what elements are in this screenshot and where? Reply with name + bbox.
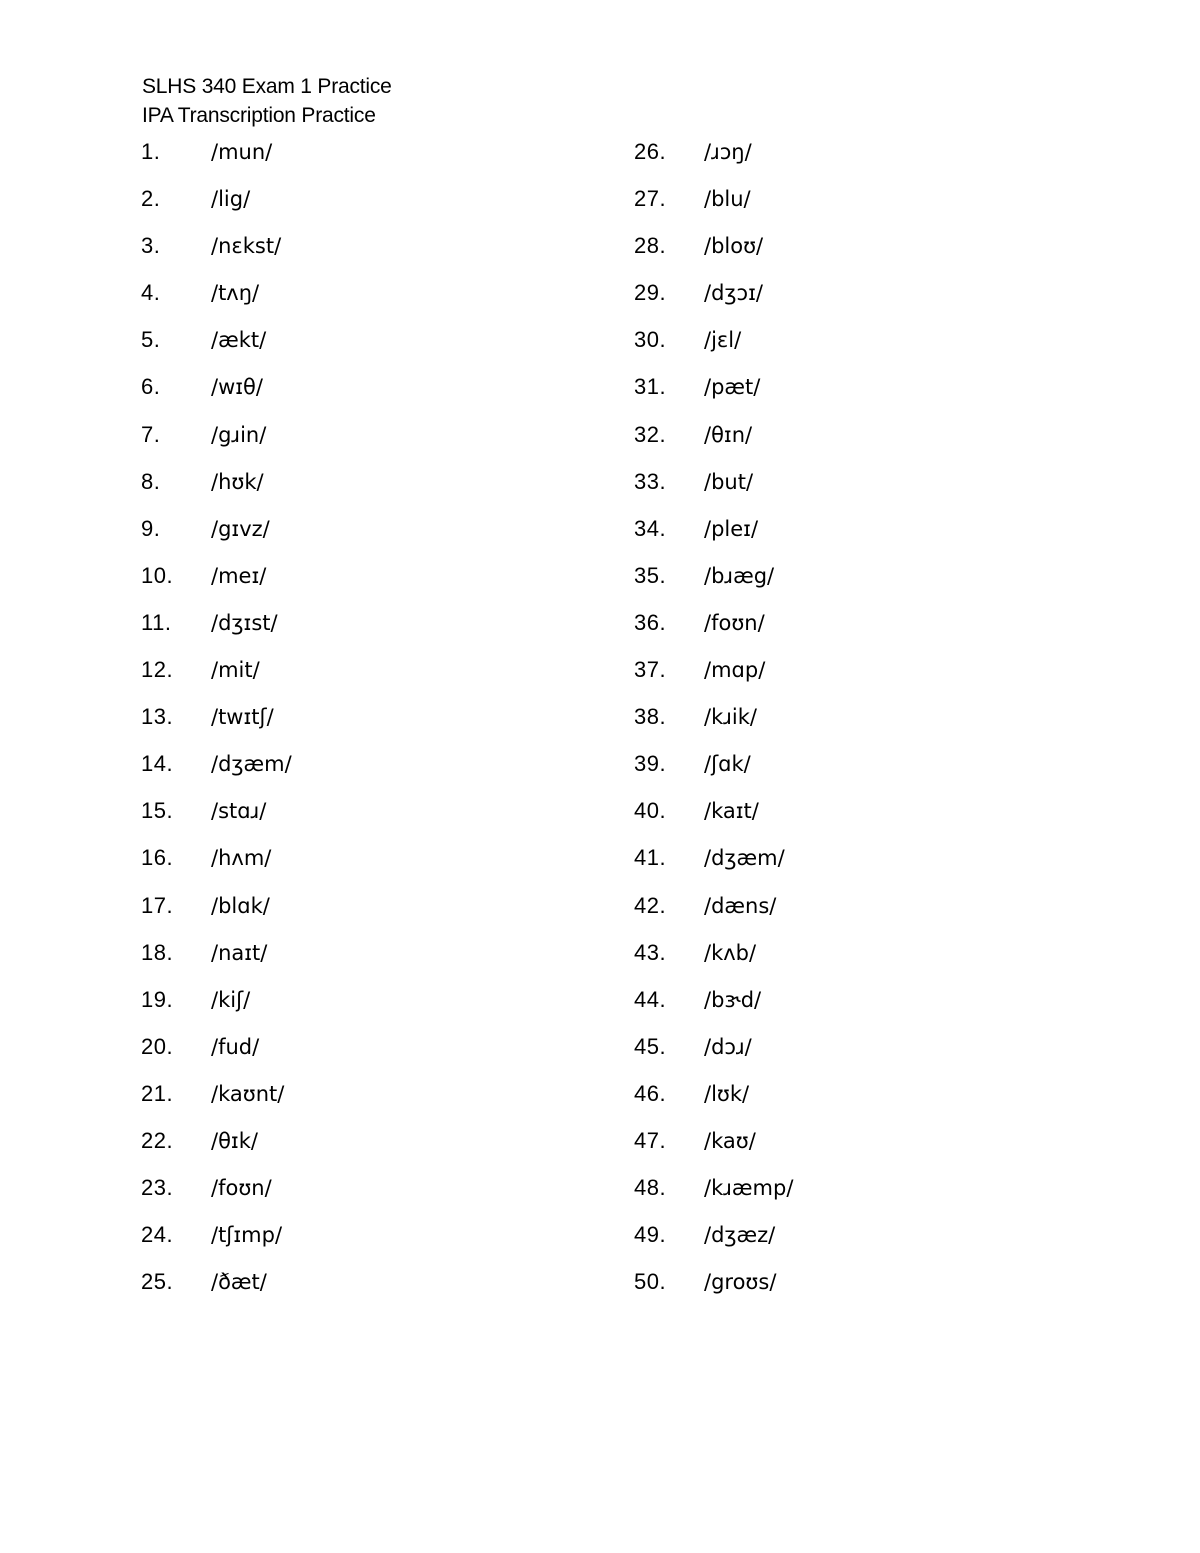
item-number: 15.	[141, 798, 174, 824]
list-item	[634, 940, 793, 987]
ipa-transcription: /tʃɪmp/	[211, 1223, 283, 1248]
list-item	[141, 422, 292, 469]
ipa-transcription: /hʌm/	[211, 846, 272, 871]
item-number: 7.	[141, 421, 161, 447]
item-number: 20.	[141, 1033, 174, 1059]
ipa-transcription: /pæt/	[704, 375, 761, 400]
item-number: 25.	[141, 1269, 174, 1295]
item-number: 9.	[141, 515, 161, 541]
item-number: 18.	[141, 939, 174, 965]
item-number: 12.	[141, 657, 174, 683]
item-number: 32.	[634, 421, 667, 447]
ipa-transcription: /groʊs/	[704, 1270, 777, 1295]
item-number: 29.	[634, 280, 667, 306]
list-item	[634, 610, 793, 657]
list-item	[141, 1175, 292, 1222]
ipa-transcription: /hʊk/	[211, 469, 264, 494]
item-number: 11.	[141, 609, 172, 635]
ipa-transcription: /stɑɹ/	[211, 799, 267, 824]
ipa-transcription: /foʊn/	[211, 1176, 272, 1201]
item-number: 26.	[634, 139, 667, 164]
left-item-column	[141, 139, 292, 1316]
item-number: 30.	[634, 327, 667, 353]
item-number: 48.	[634, 1175, 667, 1201]
ipa-transcription: /foʊn/	[704, 610, 765, 635]
list-item	[634, 845, 793, 892]
list-item	[634, 1222, 793, 1269]
list-item	[141, 987, 292, 1034]
ipa-transcription: /dʒɪst/	[211, 610, 278, 635]
list-item	[634, 516, 793, 563]
list-item	[141, 1034, 292, 1081]
ipa-transcription: /mit/	[211, 658, 260, 683]
list-item	[634, 798, 793, 845]
item-number: 19.	[141, 986, 174, 1012]
ipa-transcription: /bloʊ/	[704, 234, 764, 259]
list-item	[634, 1175, 793, 1222]
ipa-transcription: /ʃɑk/	[704, 752, 751, 777]
item-number: 46.	[634, 1080, 667, 1106]
list-item	[634, 1034, 793, 1081]
ipa-transcription: /but/	[704, 469, 754, 494]
item-number: 35.	[634, 562, 667, 588]
ipa-transcription: /dʒæm/	[704, 846, 785, 871]
ipa-transcription: /blɑk/	[211, 893, 270, 918]
item-number: 38.	[634, 704, 667, 730]
item-number: 36.	[634, 609, 667, 635]
list-item	[634, 186, 793, 233]
list-item	[634, 327, 793, 374]
item-number: 45.	[634, 1033, 667, 1059]
ipa-transcription: /twɪtʃ/	[211, 705, 274, 730]
list-item	[141, 1222, 292, 1269]
list-item	[141, 280, 292, 327]
ipa-transcription: /pleɪ/	[704, 516, 759, 541]
item-number: 2.	[141, 186, 161, 212]
item-number: 23.	[141, 1175, 174, 1201]
item-number: 50.	[634, 1269, 667, 1295]
item-number: 16.	[141, 845, 174, 871]
item-number: 24.	[141, 1222, 174, 1248]
ipa-transcription: /mun/	[211, 140, 273, 164]
item-number: 1.	[141, 139, 161, 164]
item-number: 6.	[141, 374, 161, 400]
ipa-transcription: /lʊk/	[704, 1081, 750, 1106]
item-number: 10.	[141, 562, 174, 588]
ipa-transcription: /tʌŋ/	[211, 281, 260, 306]
ipa-transcription: /ækt/	[211, 328, 267, 353]
item-number: 17.	[141, 892, 174, 918]
item-number: 21.	[141, 1080, 174, 1106]
item-number: 41.	[634, 845, 667, 871]
list-item	[141, 1081, 292, 1128]
ipa-transcription: /kɹik/	[704, 705, 758, 730]
document-subtitle: IPA Transcription Practice	[142, 104, 376, 127]
item-number: 44.	[634, 986, 667, 1012]
list-item	[634, 657, 793, 704]
list-item	[141, 940, 292, 987]
ipa-transcription: /gɹin/	[211, 422, 267, 447]
list-item	[634, 563, 793, 610]
list-item	[141, 657, 292, 704]
ipa-transcription: /dʒɔɪ/	[704, 281, 763, 306]
ipa-transcription: /dɔɹ/	[704, 1034, 752, 1059]
list-item	[634, 1128, 793, 1175]
list-item	[141, 563, 292, 610]
item-number: 34.	[634, 515, 667, 541]
document-header	[142, 72, 392, 130]
ipa-transcription: /nɛkst/	[211, 234, 282, 259]
ipa-transcription: /kaʊnt/	[211, 1081, 285, 1106]
item-number: 14.	[141, 751, 174, 777]
ipa-transcription: /kaʊ/	[704, 1128, 756, 1153]
ipa-transcription: /dʒæz/	[704, 1223, 776, 1248]
ipa-transcription: /wɪθ/	[211, 375, 263, 400]
item-number: 39.	[634, 751, 667, 777]
item-number: 33.	[634, 468, 667, 494]
ipa-transcription: /kaɪt/	[704, 799, 759, 824]
list-item	[141, 1128, 292, 1175]
ipa-transcription: /blu/	[704, 187, 751, 212]
ipa-transcription: /naɪt/	[211, 940, 268, 965]
list-item	[634, 422, 793, 469]
list-item	[634, 469, 793, 516]
item-number: 31.	[634, 374, 667, 400]
list-item	[141, 704, 292, 751]
list-item	[634, 1269, 793, 1316]
item-number: 8.	[141, 468, 161, 494]
ipa-transcription: /gɪvz/	[211, 516, 270, 541]
list-item	[634, 987, 793, 1034]
item-number: 22.	[141, 1127, 174, 1153]
ipa-transcription: /bɹæg/	[704, 563, 775, 588]
list-item	[634, 280, 793, 327]
item-number: 42.	[634, 892, 667, 918]
list-item	[141, 893, 292, 940]
ipa-transcription: /jɛl/	[704, 328, 742, 353]
item-number: 13.	[141, 704, 174, 730]
list-item	[141, 186, 292, 233]
list-item	[141, 751, 292, 798]
ipa-transcription: /dæns/	[704, 893, 777, 918]
item-number: 27.	[634, 186, 667, 212]
list-item	[634, 374, 793, 421]
item-number: 43.	[634, 939, 667, 965]
ipa-transcription: /dʒæm/	[211, 752, 292, 777]
item-number: 3.	[141, 233, 161, 259]
ipa-transcription: /bɝd/	[704, 987, 762, 1012]
item-number: 49.	[634, 1222, 667, 1248]
list-item	[141, 516, 292, 563]
list-item	[141, 1269, 292, 1316]
ipa-transcription: /ɹɔŋ/	[704, 140, 752, 164]
ipa-transcription: /meɪ/	[211, 563, 267, 588]
ipa-transcription: /mɑp/	[704, 658, 766, 683]
document-title: SLHS 340 Exam 1 Practice	[142, 75, 392, 98]
list-item	[141, 374, 292, 421]
ipa-transcription: /θɪk/	[211, 1128, 258, 1153]
item-number: 47.	[634, 1127, 667, 1153]
list-item	[141, 610, 292, 657]
ipa-transcription: /kiʃ/	[211, 987, 251, 1012]
list-item	[634, 233, 793, 280]
list-item	[634, 751, 793, 798]
ipa-transcription: /lig/	[211, 187, 251, 212]
item-number: 28.	[634, 233, 667, 259]
item-number: 5.	[141, 327, 161, 353]
list-item	[634, 704, 793, 751]
right-item-column	[634, 139, 793, 1316]
list-item	[141, 798, 292, 845]
ipa-transcription: /ðæt/	[211, 1270, 267, 1295]
list-item	[634, 139, 793, 186]
ipa-transcription: /kɹæmp/	[704, 1176, 794, 1201]
list-item	[141, 139, 292, 186]
list-item	[141, 469, 292, 516]
list-item	[141, 845, 292, 892]
ipa-transcription: /kʌb/	[704, 940, 757, 965]
list-item	[634, 1081, 793, 1128]
item-number: 40.	[634, 798, 667, 824]
list-item	[634, 893, 793, 940]
list-item	[141, 327, 292, 374]
item-number: 37.	[634, 657, 667, 683]
ipa-transcription: /θɪn/	[704, 422, 753, 447]
list-item	[141, 233, 292, 280]
item-number: 4.	[141, 280, 161, 306]
ipa-transcription: /fud/	[211, 1034, 260, 1059]
